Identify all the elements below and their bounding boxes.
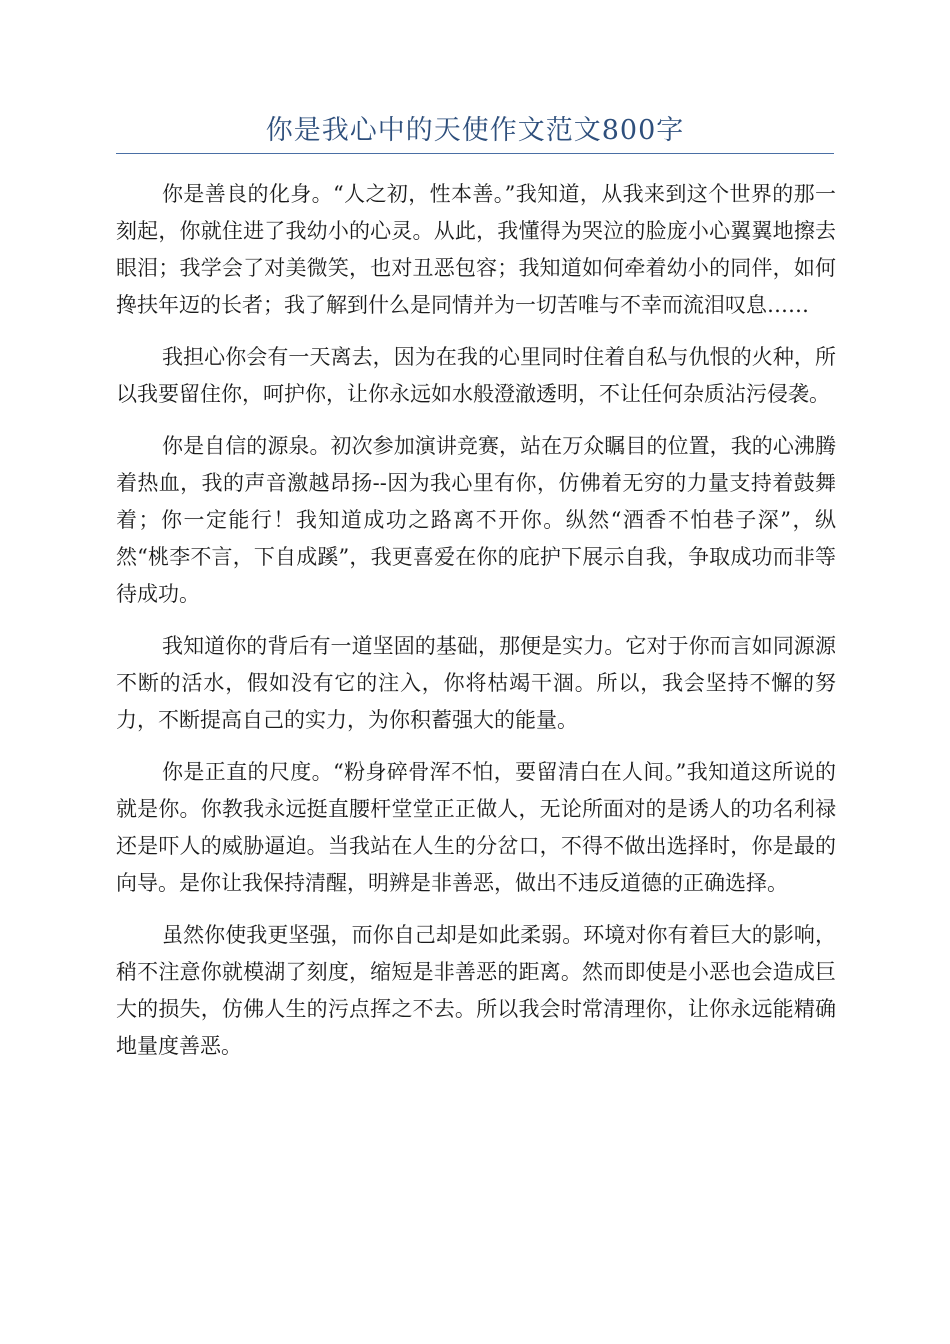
document-title: 你是我心中的天使作文范文800字 [265,115,685,146]
paragraph: 你是正直的尺度。“粉身碎骨浑不怕，要留清白在人间。”我知道这所说的就是你。你教我永远挺直腰杆堂堂正正做人，无论所面对的是诱人的功名利禄还是吓人的威胁逼迫。当我站在人生的分岔口，不得不做出选择时，你是最的向导。是你让我保持清醒，明辨是非善恶，做出不违反道德的正确选择。 [116,760,836,895]
document-body [116,176,836,1080]
paragraph: 我知道你的背后有一道坚固的基础，那便是实力。它对于你而言如同源源不断的活水，假如没有它的注入，你将枯竭干涸。所以，我会坚持不懈的努力，不断提高自己的实力，为你积蓄强大的能量。 [116,634,836,732]
paragraph: 你是自信的源泉。初次参加演讲竞赛，站在万众瞩目的位置，我的心沸腾着热血，我的声音激越昂扬--因为我心里有你，仿佛着无穷的力量支持着鼓舞着；你一定能行！我知道成功之路离不开你。纵然“酒香不怕巷子深”，纵然“桃李不言，下自成蹊”，我更喜爱在你的庇护下展示自我，争取成功而非等待成功。 [116,434,836,606]
paragraph: 你是善良的化身。“人之初，性本善。”我知道，从我来到这个世界的那一刻起，你就住进了我幼小的心灵。从此，我懂得为哭泣的脸庞小心翼翼地擦去眼泪；我学会了对美微笑，也对丑恶包容；我知道如何牵着幼小的同伴，如何搀扶年迈的长者；我了解到什么是同情并为一切苦唯与不幸而流泪叹息…… [116,182,836,317]
paragraph: 虽然你使我更坚强，而你自己却是如此柔弱。环境对你有着巨大的影响，稍不注意你就模湖了刻度，缩短是非善恶的距离。然而即使是小恶也会造成巨大的损失，仿佛人生的污点挥之不去。所以我会时常清理你，让你永远能精确地量度善恶。 [116,923,836,1058]
paragraph: 我担心你会有一天离去，因为在我的心里同时住着自私与仇恨的火种，所以我要留住你，呵护你，让你永远如水般澄澈透明，不让任何杂质沾污侵袭。 [116,345,836,406]
title-underline [116,153,834,154]
